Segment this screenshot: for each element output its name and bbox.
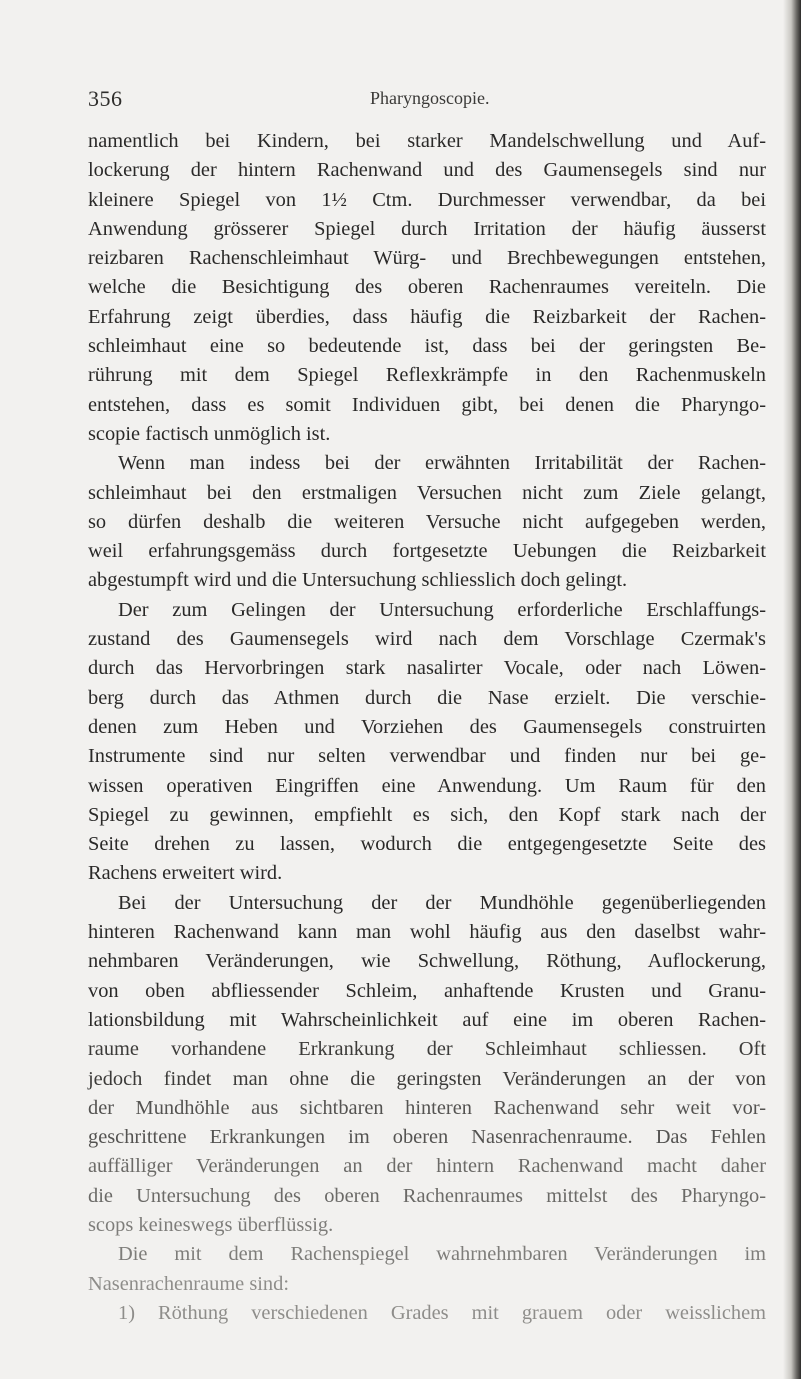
text-line: die Untersuchung des oberen Rachenraumes mittelst des Pharyngo- [88,1184,766,1207]
body-text [88,127,766,1328]
paragraph-first-line: Die mit dem Rachenspiegel wahrnehmbaren Veränderungen im [118,1243,766,1266]
text-line: wissen operativen Eingriffen eine Anwendung. Um Raum für den [88,774,766,797]
text-line: durch das Hervorbringen stark nasalirter Vocale, oder nach Löwen- [88,657,766,680]
page-number: 356 [88,86,123,111]
text-line: rührung mit dem Spiegel Reflexkrämpfe in den Rachenmuskeln [88,364,766,387]
text-line: Anwendung grösserer Spiegel durch Irritation der häufig äusserst [88,217,766,240]
list-item-line: 1) Röthung verschiedenen Grades mit grauem oder weisslichem [118,1301,766,1324]
text-line: Erfahrung zeigt überdies, dass häufig die Reizbarkeit der Rachen- [88,305,766,328]
page-header [88,86,788,116]
text-line: denen zum Heben und Vorziehen des Gaumensegels construirten [88,715,766,738]
paragraph-first-line: Der zum Gelingen der Untersuchung erforderliche Erschlaffungs- [118,598,766,621]
text-line: namentlich bei Kindern, bei starker Mandelschwellung und Auf- [88,130,766,152]
paragraph-first-line: Bei der Untersuchung der der Mundhöhle gegenüberliegenden [118,891,766,914]
text-line: von oben abfliessender Schleim, anhaftende Krusten und Granu- [88,979,766,1002]
text-line: berg durch das Athmen durch die Nase erzielt. Die verschie- [88,686,766,709]
text-line: lockerung der hintern Rachenwand und des Gaumensegels sind nur [88,159,766,182]
paragraph-first-line: Wenn man indess bei der erwähnten Irritabilität der Rachen- [118,452,766,475]
text-line: auffälliger Veränderungen an der hintern Rachenwand macht daher [88,1155,766,1178]
text-line: scops keineswegs überflüssig. [88,1213,334,1236]
text-line: schleimhaut bei den erstmaligen Versuchen nicht zum Ziele gelangt, [88,481,766,504]
text-line: nehmbaren Veränderungen, wie Schwellung, Röthung, Auflockerung, [88,950,766,973]
text-line: hinteren Rachenwand kann man wohl häufig aus den daselbst wahr- [88,921,766,944]
text-line: der Mundhöhle aus sichtbaren hinteren Rachenwand sehr weit vor- [88,1096,766,1119]
text-line: zustand des Gaumensegels wird nach dem Vorschlage Czermak's [88,628,766,651]
text-line: Seite drehen zu lassen, wodurch die entgegengesetzte Seite des [88,833,766,856]
page-edge-shadow [783,0,801,1379]
text-line: so dürfen deshalb die weiteren Versuche nicht aufgegeben werden, [88,510,766,533]
text-line: abgestumpft wird und die Untersuchung schliesslich doch gelingt. [88,569,628,592]
text-line: weil erfahrungsgemäss durch fortgesetzte Uebungen die Reizbarkeit [88,540,766,563]
text-line: Rachens erweitert wird. [88,862,283,885]
text-line: raume vorhandene Erkrankung der Schleimhaut schliessen. Oft [88,1038,766,1061]
text-line: Spiegel zu gewinnen, empfiehlt es sich, den Kopf stark nach der [88,803,766,826]
text-line: schleimhaut eine so bedeutende ist, dass bei der geringsten Be- [88,335,766,358]
text-line: Instrumente sind nur selten verwendbar und finden nur bei ge- [88,745,766,768]
text-line: kleinere Spiegel von 1½ Ctm. Durchmesser verwendbar, da bei [88,188,766,211]
text-line: jedoch findet man ohne die geringsten Veränderungen an der von [88,1067,766,1090]
text-line: entstehen, dass es somit Individuen gibt, bei denen die Pharyngo- [88,393,766,416]
text-line: reizbaren Rachenschleimhaut Würg- und Brechbewegungen entstehen, [88,247,766,270]
text-line: welche die Besichtigung des oberen Rachenraumes vereiteln. Die [88,276,766,299]
running-title: Pharyngoscopie. [370,88,490,108]
text-line: geschrittene Erkrankungen im oberen Nasenrachenraume. Das Fehlen [88,1126,766,1149]
text-line: Nasenrachenraume sind: [88,1272,289,1295]
text-line: scopie factisch unmöglich ist. [88,422,331,445]
text-line: lationsbildung mit Wahrscheinlichkeit auf eine im oberen Rachen- [88,1008,766,1031]
